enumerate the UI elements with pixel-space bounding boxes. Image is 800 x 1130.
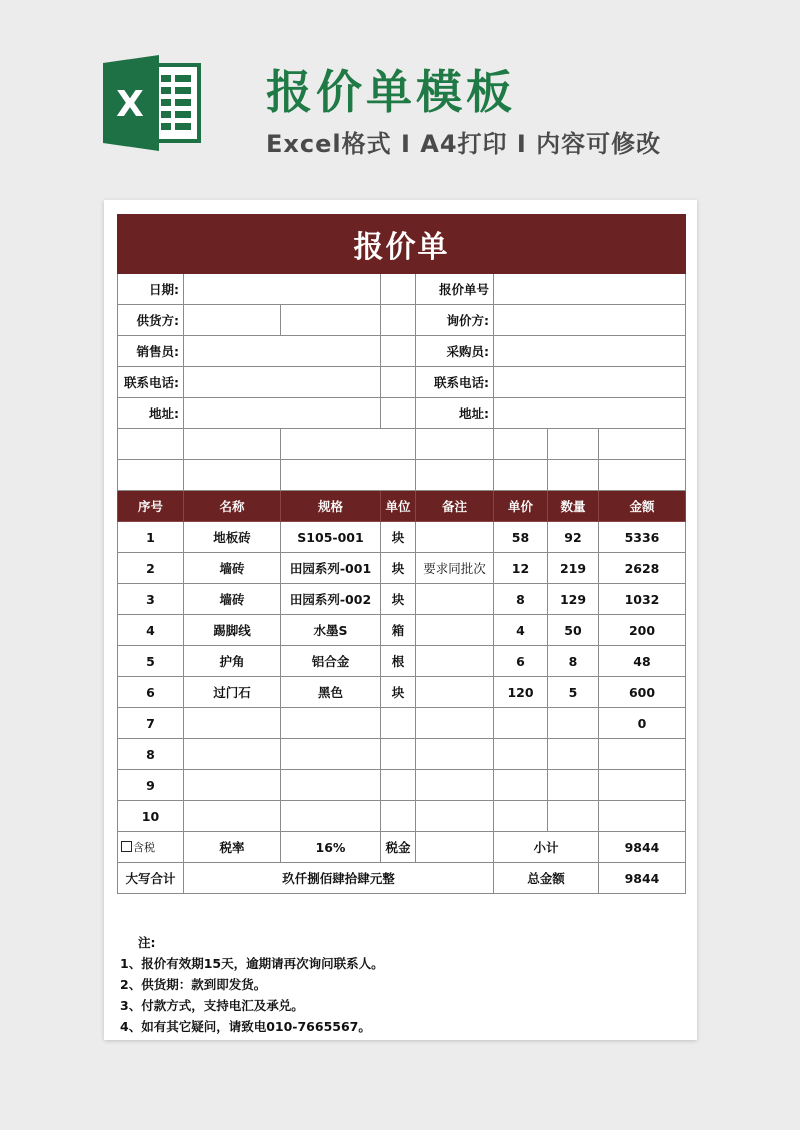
- cell-unit[interactable]: 根: [381, 646, 416, 677]
- cell-amount[interactable]: 2628: [599, 553, 686, 584]
- cell-spec[interactable]: 黑色: [281, 677, 381, 708]
- note-item: 1、报价有效期15天，逾期请再次询问联系人。: [120, 956, 384, 971]
- col-header-spec: 规格: [281, 491, 381, 522]
- note-item: 3、付款方式，支持电汇及承兑。: [120, 998, 304, 1013]
- cell-no[interactable]: 8: [118, 739, 184, 770]
- blank-cell[interactable]: [548, 429, 599, 460]
- caps-total-label: 大写合计: [118, 863, 184, 894]
- cell-price[interactable]: 8: [494, 584, 548, 615]
- cell-unit[interactable]: 块: [381, 584, 416, 615]
- table-row: [118, 739, 686, 770]
- cell-note[interactable]: [416, 770, 494, 801]
- blank-cell[interactable]: [599, 429, 686, 460]
- blank-cell[interactable]: [599, 460, 686, 491]
- cell-unit[interactable]: 箱: [381, 615, 416, 646]
- excel-icon-letter: X: [116, 84, 144, 125]
- cell-name[interactable]: [184, 770, 281, 801]
- cell-name[interactable]: 墙砖: [184, 553, 281, 584]
- address-label-left: 地址:: [118, 398, 184, 429]
- blank-cell[interactable]: [281, 429, 416, 460]
- cell-qty[interactable]: 92: [548, 522, 599, 553]
- supplier-field-2[interactable]: [281, 305, 381, 336]
- cell-unit[interactable]: [381, 801, 416, 832]
- cell-price[interactable]: [494, 770, 548, 801]
- cell-note[interactable]: [416, 677, 494, 708]
- supplier-field[interactable]: [184, 305, 281, 336]
- note-item: 2、供货期：款到即发货。: [120, 977, 267, 992]
- cell-price[interactable]: [494, 801, 548, 832]
- notes: [120, 932, 384, 1037]
- cell-qty[interactable]: 50: [548, 615, 599, 646]
- blank-row: [118, 460, 686, 491]
- cell-qty[interactable]: 129: [548, 584, 599, 615]
- cell-qty[interactable]: [548, 739, 599, 770]
- date-field[interactable]: [184, 274, 381, 305]
- cell-spec[interactable]: 水墨S: [281, 615, 381, 646]
- phone-label-left: 联系电话:: [118, 367, 184, 398]
- cell-amount[interactable]: 0: [599, 708, 686, 739]
- cell-amount[interactable]: [599, 739, 686, 770]
- blank-cell[interactable]: [416, 460, 494, 491]
- cell-price[interactable]: [494, 739, 548, 770]
- cell-note[interactable]: [416, 801, 494, 832]
- note-item: 4、如有其它疑问，请致电010-7665567。: [120, 1019, 371, 1034]
- blank-row: [118, 429, 686, 460]
- caps-total-value: 玖仟捌佰肆拾肆元整: [184, 863, 494, 894]
- cell-unit[interactable]: 块: [381, 522, 416, 553]
- table-row: [118, 553, 686, 584]
- cell-name[interactable]: 护角: [184, 646, 281, 677]
- cell-no[interactable]: 1: [118, 522, 184, 553]
- cell-no[interactable]: 6: [118, 677, 184, 708]
- banner: [0, 0, 800, 190]
- cell-spec[interactable]: [281, 801, 381, 832]
- tax-rate-value[interactable]: 16%: [281, 832, 381, 863]
- info-spacer: [381, 305, 416, 336]
- cell-price[interactable]: [494, 708, 548, 739]
- quote-no-label: 报价单号: [416, 274, 494, 305]
- cell-spec[interactable]: S105-001: [281, 522, 381, 553]
- cell-name[interactable]: 过门石: [184, 677, 281, 708]
- phone-field-left[interactable]: [184, 367, 381, 398]
- buyer-label: 采购员:: [416, 336, 494, 367]
- cell-qty[interactable]: 5: [548, 677, 599, 708]
- items-header-row: [118, 491, 686, 522]
- table-row: [118, 615, 686, 646]
- phone-label-right: 联系电话:: [416, 367, 494, 398]
- buyer-field[interactable]: [494, 336, 686, 367]
- address-field-right[interactable]: [494, 398, 686, 429]
- cell-name[interactable]: 墙砖: [184, 584, 281, 615]
- cell-unit[interactable]: 块: [381, 677, 416, 708]
- sales-field[interactable]: [184, 336, 381, 367]
- cell-unit[interactable]: 块: [381, 553, 416, 584]
- phone-field-right[interactable]: [494, 367, 686, 398]
- info-spacer: [381, 336, 416, 367]
- notes-heading: 注:: [138, 935, 156, 950]
- cell-amount[interactable]: [599, 770, 686, 801]
- cell-no[interactable]: 2: [118, 553, 184, 584]
- info-row-sales: [118, 336, 686, 367]
- cell-no[interactable]: 3: [118, 584, 184, 615]
- cell-price[interactable]: 12: [494, 553, 548, 584]
- col-header-no: 序号: [118, 491, 184, 522]
- info-spacer: [381, 274, 416, 305]
- inquirer-field[interactable]: [494, 305, 686, 336]
- date-label: 日期:: [118, 274, 184, 305]
- blank-cell[interactable]: [494, 460, 548, 491]
- cell-note[interactable]: [416, 584, 494, 615]
- include-tax-label: 含税: [133, 841, 155, 854]
- info-row-supplier: [118, 305, 686, 336]
- cell-note[interactable]: [416, 522, 494, 553]
- cell-spec[interactable]: [281, 708, 381, 739]
- checkbox-icon[interactable]: [121, 841, 132, 852]
- cell-spec[interactable]: [281, 739, 381, 770]
- cell-no[interactable]: 7: [118, 708, 184, 739]
- cell-no[interactable]: 4: [118, 615, 184, 646]
- cell-qty[interactable]: [548, 801, 599, 832]
- info-row-date: [118, 274, 686, 305]
- table-row: [118, 708, 686, 739]
- address-field-left[interactable]: [184, 398, 381, 429]
- table-row: [118, 677, 686, 708]
- template-title: 报价单模板: [266, 65, 516, 119]
- col-header-unit: 单位: [381, 491, 416, 522]
- cell-amount[interactable]: 1032: [599, 584, 686, 615]
- template-subtitle: Excel格式 Ⅰ A4打印 Ⅰ 内容可修改: [266, 130, 662, 158]
- include-tax-checkbox[interactable]: [118, 832, 184, 863]
- table-row: [118, 801, 686, 832]
- tax-rate-label: 税率: [184, 832, 281, 863]
- cell-spec[interactable]: 田园系列-002: [281, 584, 381, 615]
- table-row: [118, 522, 686, 553]
- info-spacer: [381, 367, 416, 398]
- cell-note[interactable]: [416, 646, 494, 677]
- cell-no[interactable]: 5: [118, 646, 184, 677]
- blank-cell[interactable]: [416, 429, 494, 460]
- cell-spec[interactable]: [281, 770, 381, 801]
- blank-cell[interactable]: [118, 429, 184, 460]
- blank-cell[interactable]: [548, 460, 599, 491]
- cell-amount[interactable]: 5336: [599, 522, 686, 553]
- info-row-phone: [118, 367, 686, 398]
- blank-cell[interactable]: [281, 460, 416, 491]
- cell-name[interactable]: [184, 739, 281, 770]
- col-header-qty: 数量: [548, 491, 599, 522]
- cell-name[interactable]: [184, 801, 281, 832]
- subtotal-value: 9844: [599, 832, 686, 863]
- sheet-title: 报价单: [118, 215, 686, 274]
- cell-name[interactable]: [184, 708, 281, 739]
- subtotal-label: 小计: [494, 832, 599, 863]
- table-row: [118, 584, 686, 615]
- cell-qty[interactable]: 8: [548, 646, 599, 677]
- item-rows: [118, 522, 686, 832]
- total-amount-label: 总金额: [494, 863, 599, 894]
- tax-amount-field[interactable]: [416, 832, 494, 863]
- quote-table: [117, 214, 686, 894]
- col-header-amount: 金额: [599, 491, 686, 522]
- cell-note[interactable]: [416, 708, 494, 739]
- cell-spec[interactable]: 铝合金: [281, 646, 381, 677]
- cell-note[interactable]: 要求同批次: [416, 553, 494, 584]
- total-amount-value: 9844: [599, 863, 686, 894]
- cell-amount[interactable]: 600: [599, 677, 686, 708]
- quote-sheet: [104, 200, 697, 1040]
- inquirer-label: 询价方:: [416, 305, 494, 336]
- cell-note[interactable]: [416, 615, 494, 646]
- cell-name[interactable]: 踢脚线: [184, 615, 281, 646]
- blank-cell[interactable]: [184, 460, 281, 491]
- address-label-right: 地址:: [416, 398, 494, 429]
- sheet-title-row: [118, 215, 686, 274]
- total-row: [118, 863, 686, 894]
- cell-qty[interactable]: [548, 770, 599, 801]
- cell-name[interactable]: 地板砖: [184, 522, 281, 553]
- cell-amount[interactable]: [599, 801, 686, 832]
- blank-cell[interactable]: [184, 429, 281, 460]
- info-row-address: [118, 398, 686, 429]
- tax-row: [118, 832, 686, 863]
- cell-unit[interactable]: [381, 770, 416, 801]
- cell-qty[interactable]: [548, 708, 599, 739]
- cell-qty[interactable]: 219: [548, 553, 599, 584]
- table-row: [118, 646, 686, 677]
- col-header-note: 备注: [416, 491, 494, 522]
- quote-no-field[interactable]: [494, 274, 686, 305]
- cell-unit[interactable]: [381, 739, 416, 770]
- cell-amount[interactable]: 200: [599, 615, 686, 646]
- table-row: [118, 770, 686, 801]
- cell-price[interactable]: 120: [494, 677, 548, 708]
- cell-unit[interactable]: [381, 708, 416, 739]
- cell-no[interactable]: 10: [118, 801, 184, 832]
- tax-amount-label: 税金: [381, 832, 416, 863]
- excel-icon: [103, 55, 203, 151]
- cell-price[interactable]: 6: [494, 646, 548, 677]
- blank-cell[interactable]: [494, 429, 548, 460]
- cell-spec[interactable]: 田园系列-001: [281, 553, 381, 584]
- sales-label: 销售员:: [118, 336, 184, 367]
- col-header-price: 单价: [494, 491, 548, 522]
- col-header-name: 名称: [184, 491, 281, 522]
- blank-cell[interactable]: [118, 460, 184, 491]
- cell-note[interactable]: [416, 739, 494, 770]
- cell-amount[interactable]: 48: [599, 646, 686, 677]
- cell-price[interactable]: 58: [494, 522, 548, 553]
- cell-no[interactable]: 9: [118, 770, 184, 801]
- cell-price[interactable]: 4: [494, 615, 548, 646]
- info-spacer: [381, 398, 416, 429]
- supplier-label: 供货方:: [118, 305, 184, 336]
